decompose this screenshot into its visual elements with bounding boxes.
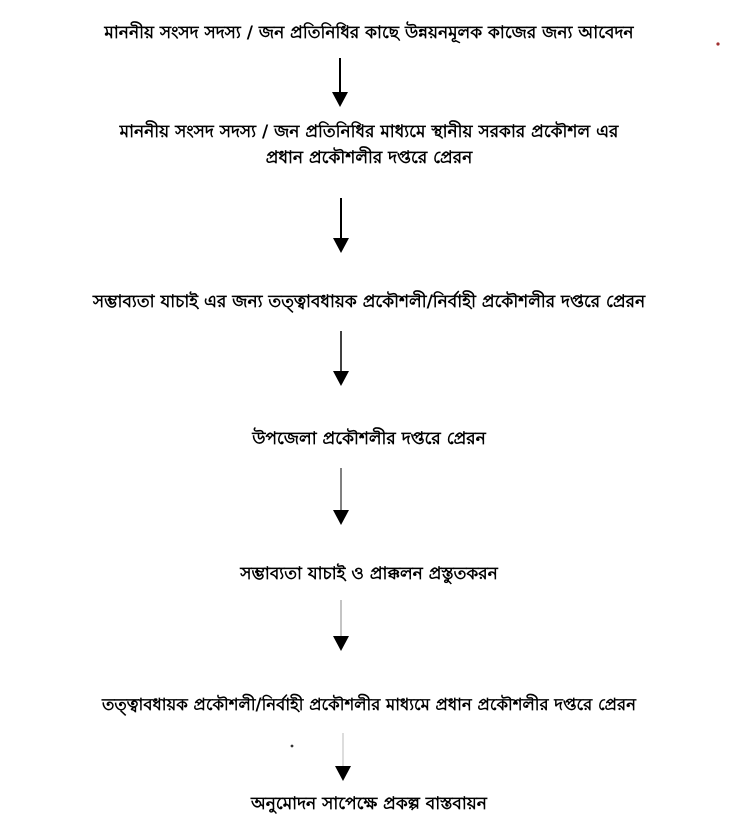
arrow-4	[333, 468, 349, 525]
flow-step-2-line-2: প্রধান প্রকৌশলীর দপ্তরে প্রেরন	[265, 148, 473, 168]
flow-step-6-line-1: তত্ত্বাবধায়ক প্রকৌশলী/নির্বাহী প্রকৌশলীর মাধ্যমে প্রধান প্রকৌশলীর দপ্তরে প্রেরন	[102, 695, 636, 714]
arrow-2	[333, 198, 349, 253]
flow-step-2-line-1: মাননীয় সংসদ সদস্য / জন প্রতিনিধির মাধ্যমে স্থানীয় সরকার প্রকৌশল এর	[119, 122, 619, 142]
speck-mark	[716, 42, 719, 45]
speck-mark	[291, 745, 294, 748]
flow-step-1-line-1: মাননীয় সংসদ সদস্য / জন প্রতিনিধির কাছে উন্নয়নমূলক কাজের জন্য আবেদন	[104, 23, 634, 43]
arrow-6	[335, 733, 351, 781]
flow-step-4-line-1: উপজেলা প্রকৌশলীর দপ্তরে প্রেরন	[252, 429, 486, 449]
arrow-3	[333, 331, 349, 386]
arrow-5	[333, 600, 349, 651]
flow-step-7-line-1: অনুমোদন সাপেক্ষে প্রকল্প বাস্তবায়ন	[251, 794, 487, 814]
flow-step-5-line-1: সম্ভাব্যতা যাচাই ও প্রাক্কলন প্রস্তুতকরন	[240, 564, 498, 584]
flow-step-3-line-1: সম্ভাব্যতা যাচাই এর জন্য তত্ত্বাবধায়ক প্রকৌশলী/নির্বাহী প্রকৌশলীর দপ্তরে প্রেরন	[92, 292, 646, 312]
arrow-1	[332, 58, 348, 107]
